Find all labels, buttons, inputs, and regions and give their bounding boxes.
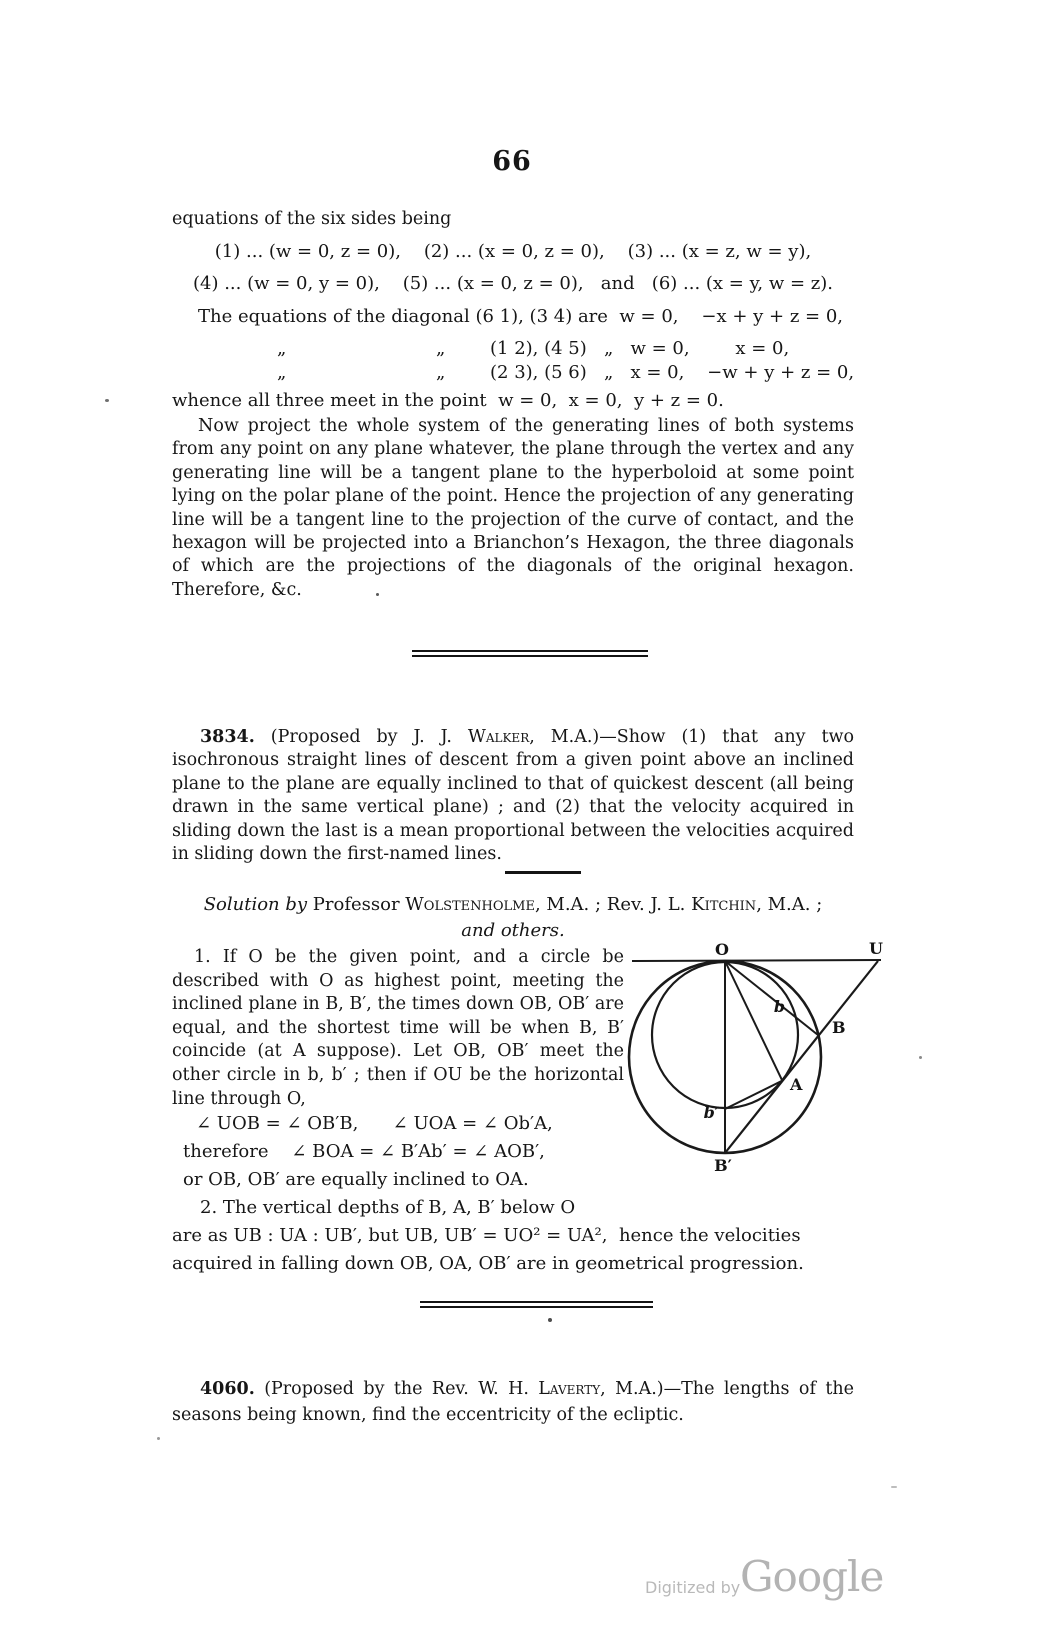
- solution-professor: Professor: [307, 894, 406, 915]
- problem-4060-body: , M.A.)—The lengths of the seasons being known, find the eccentricity of the ecliptic.: [172, 1379, 854, 1425]
- scan-speck: [548, 1318, 552, 1322]
- scan-speck: [376, 593, 379, 596]
- problem-4060-proposer: Laverty: [538, 1379, 601, 1399]
- figure-label-B: B: [832, 1018, 846, 1037]
- equation-line-2: (4) ... (w = 0, y = 0), (5) ... (x = 0, z = 0), and (6) ... (x = y, w = z).: [192, 273, 833, 294]
- solution-step1-paragraph: 1. If O be the given point, and a circle be described with O as highest point, meeting the inclined plane in B, B′, the times down OB, OB′ are equal, and the shortest time will be when B, B′ coincide (at A suppose). Let OB, OB′ meet the other circle in b, b′ ; then if OU be the horizontal line through O,: [172, 947, 624, 1109]
- google-watermark: [645, 1552, 905, 1610]
- solution-byline: [172, 893, 854, 916]
- figure-label-b: b: [773, 997, 785, 1016]
- equation-row-45: (1 2), (4 5) „ w = 0, x = 0,: [490, 338, 790, 359]
- diagonal-equation-line: The equations of the diagonal (6 1), (3 4) are w = 0, −x + y + z = 0,: [198, 306, 844, 327]
- figure-label-B-prime: B′: [714, 1156, 732, 1175]
- solution-name-kitchin: Kitchin: [691, 894, 757, 915]
- solution-separator-rule: [505, 871, 581, 874]
- line-OA: [725, 961, 782, 1081]
- problem-3834-proposed-prefix: (Proposed by J. J.: [254, 727, 468, 747]
- ditto-mark: „: [277, 362, 287, 383]
- solution-step2-line-1: are as UB : UA : UB′, but UB, UB′ = UO² = UA², hence the velocities: [172, 1225, 801, 1246]
- ditto-mark: „: [436, 362, 446, 383]
- problem-3834-proposer: Walker: [467, 727, 530, 747]
- ditto-mark: „: [277, 338, 287, 359]
- scan-speck: [157, 1437, 160, 1440]
- problem-4060-number: 4060.: [200, 1379, 255, 1399]
- whence-line: whence all three meet in the point w = 0, x = 0, y + z = 0.: [172, 390, 724, 411]
- figure-label-b-prime: b′: [703, 1103, 719, 1122]
- equation-row-56: (2 3), (5 6) „ x = 0, −w + y + z = 0,: [490, 362, 855, 383]
- figure-label-A: A: [790, 1075, 803, 1094]
- problem-4060-proposed-prefix: (Proposed by the Rev. W. H.: [254, 1379, 539, 1399]
- solution-mid: , M.A. ; Rev. J. L.: [534, 894, 692, 915]
- equation-line-1: (1) ... (w = 0, z = 0), (2) ... (x = 0, z = 0), (3) ... (x = z, w = y),: [214, 241, 812, 262]
- solution-tail: , M.A. ;: [756, 894, 823, 915]
- digitized-by-text: Digitized by: [645, 1578, 741, 1597]
- section-divider: [420, 1301, 653, 1308]
- scan-speck: [891, 1486, 897, 1488]
- equally-inclined-line: or OB, OB′ are equally inclined to OA.: [183, 1169, 529, 1190]
- scan-speck: [105, 399, 109, 402]
- page-number: 66: [492, 146, 532, 177]
- geometry-figure: [618, 936, 898, 1184]
- inclined-plane-line: [725, 961, 878, 1153]
- scan-speck: [919, 1056, 922, 1059]
- solution-step2-line-2: acquired in falling down OB, OA, OB′ are in geometrical progression.: [172, 1253, 804, 1274]
- figure-label-U: U: [869, 939, 883, 958]
- problem-3834-body: , M.A.)—Show (1) that any two isochronous straight lines of descent from a given point above an inclined plane to the plane are equally inclined to that of quickest descent (all being drawn in the same vertical plane) ; and (2) that the velocity acquired in sliding down the last is a mean proportional between the velocities acquired in sliding down the first-named lines.: [172, 727, 854, 865]
- line-bprimeA: [725, 1081, 782, 1109]
- projection-paragraph: Now project the whole system of the generating lines of both systems from any point on any plane whatever, the plane through the vertex and any generating line will be a tangent plane to the hyperboloid at some point lying on the polar plane of the point. Hence the projection of any generating line will be a tangent line to the projection of the curve of contact, and the hexagon will be projected into a Brianchon’s Hexagon, the three diagonals of which are the projections of the diagonals of the original hexagon. Therefore, &c.: [172, 416, 854, 600]
- ditto-mark: „: [436, 338, 446, 359]
- solution-step2-intro-line: 2. The vertical depths of B, A, B′ below O: [200, 1197, 576, 1218]
- solution-by-label: Solution by: [203, 894, 308, 915]
- solution-name-wolstenholme: Wolstenholme: [405, 894, 535, 915]
- problem-3834-paragraph: [172, 726, 854, 866]
- horizontal-line-OU: [632, 960, 881, 961]
- problem-4060-paragraph: [172, 1376, 854, 1428]
- and-others-line: and others.: [461, 920, 565, 941]
- figure-label-O: O: [715, 940, 729, 959]
- google-logo-text: Google: [740, 1552, 884, 1601]
- angle-equation-line-1: ∠ UOB = ∠ OB′B, ∠ UOA = ∠ Ob′A,: [196, 1113, 553, 1134]
- intro-lead-line: equations of the six sides being: [172, 209, 452, 229]
- angle-equation-line-2: therefore ∠ BOA = ∠ B′Ab′ = ∠ AOB′,: [183, 1141, 545, 1162]
- problem-3834-number: 3834.: [200, 727, 255, 747]
- section-divider: [412, 650, 648, 657]
